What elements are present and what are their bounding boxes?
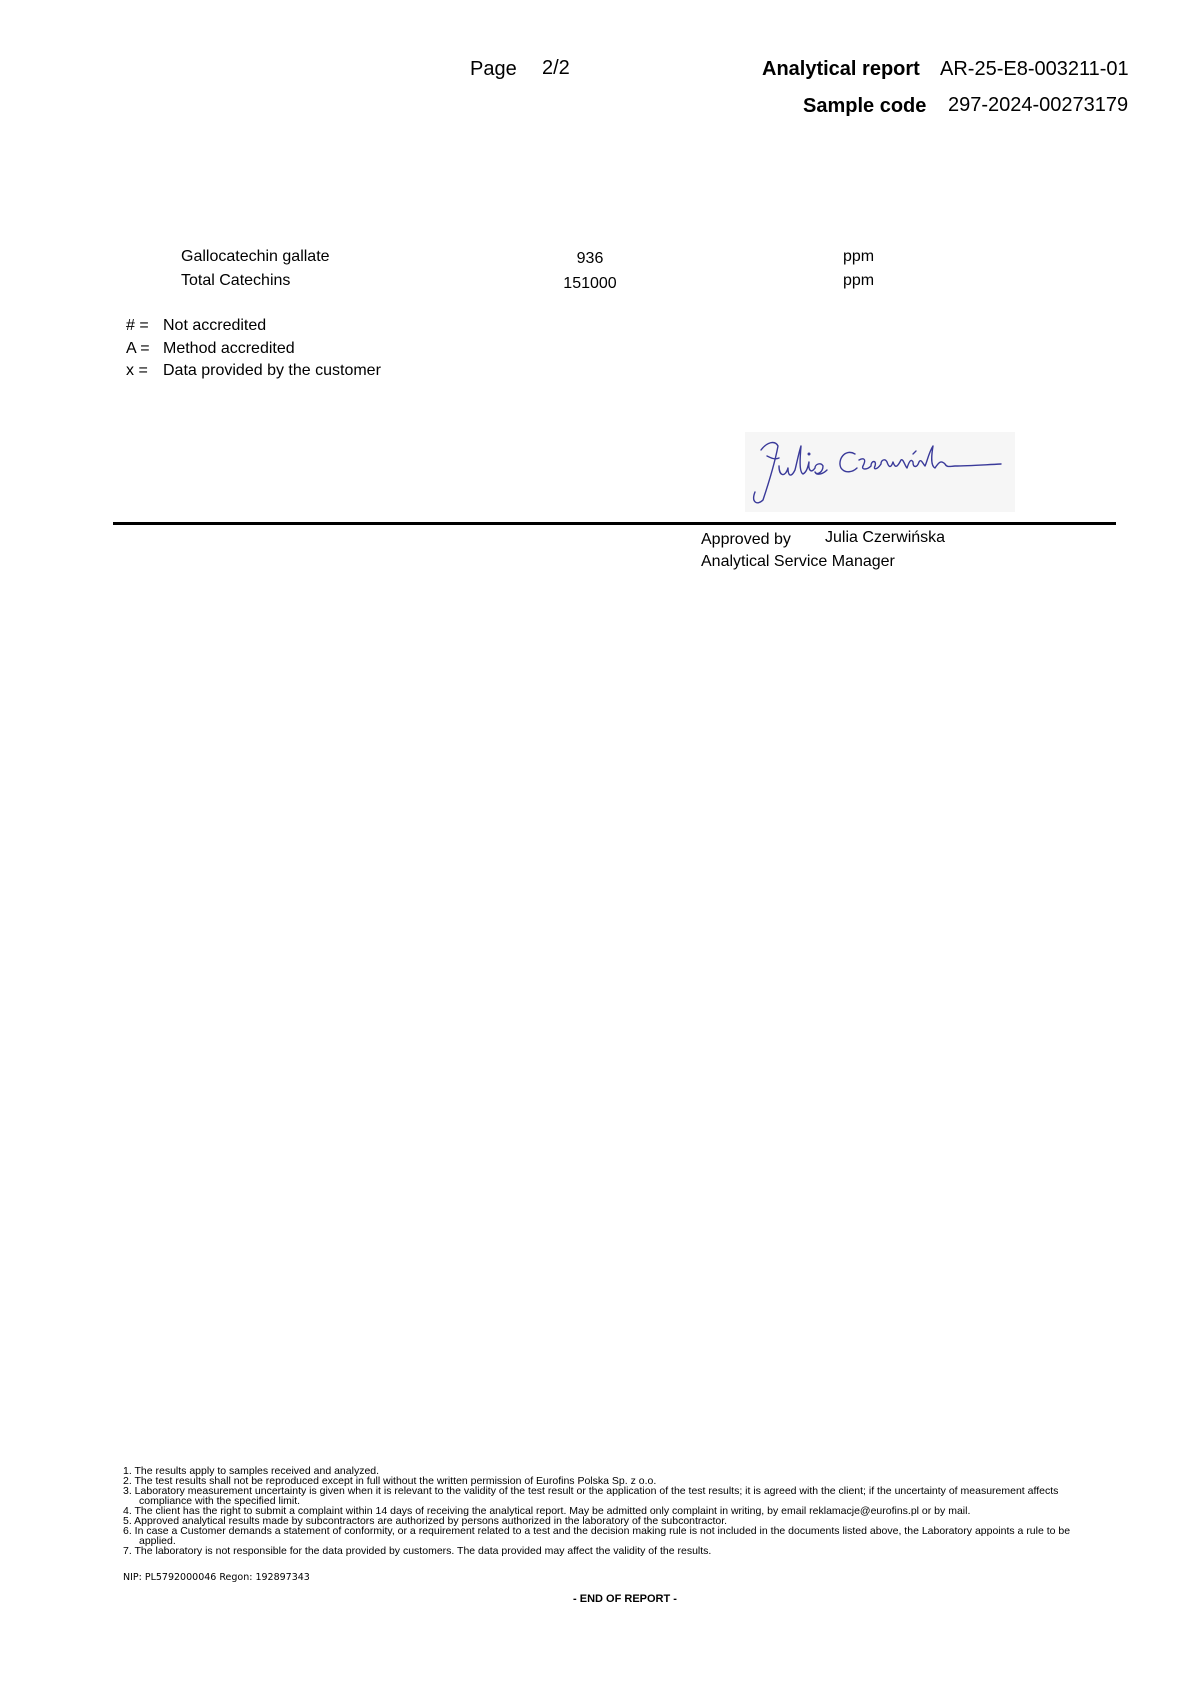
result-value: 151000 xyxy=(563,275,617,292)
approved-by-label: Approved by xyxy=(701,531,791,548)
sample-code-label: Sample code xyxy=(803,95,927,117)
signature-rule xyxy=(113,522,1116,525)
footer-note: 4. The client has the right to submit a complaint within 14 days of receiving the analytical report. May be admitted only complaint in writing, by email reklamacje@eurofins.pl or by mail. xyxy=(123,1505,971,1517)
approver-name: Julia Czerwińska xyxy=(825,529,946,546)
result-name: Total Catechins xyxy=(181,272,291,289)
footer-note: 6. In case a Customer demands a statement of conformity, or a requirement related to a test and the decision making rule is not included in the documents listed above, the Laboratory appoints a rule to be xyxy=(123,1525,1071,1537)
legend-symbol: A = xyxy=(126,340,150,357)
report-label: Analytical report xyxy=(762,58,920,80)
footer-note: 1. The results apply to samples received and analyzed. xyxy=(123,1465,380,1477)
footer-note: 2. The test results shall not be reproduced except in full without the written permission of Eurofins Polska Sp. z o.o. xyxy=(123,1475,657,1487)
report-number: AR-25-E8-003211-01 xyxy=(940,58,1129,80)
legend-description: Data provided by the customer xyxy=(163,362,381,379)
footer-notes xyxy=(123,1466,1123,1556)
result-unit: ppm xyxy=(843,248,875,265)
legend-description: Method accredited xyxy=(163,340,295,357)
footer-note: 3. Laboratory measurement uncertainty is given when it is relevant to the validity of the test result or the application of the test results; it is agreed with the client; if the uncertainty of measurement affects xyxy=(123,1485,1059,1497)
footer-note-continuation: applied. xyxy=(139,1535,176,1547)
approver-role: Analytical Service Manager xyxy=(701,553,895,570)
result-unit: ppm xyxy=(843,272,875,289)
legend-symbol: # = xyxy=(126,317,149,334)
footer-note-continuation: compliance with the specified limit. xyxy=(139,1495,301,1507)
signature-image xyxy=(745,432,1015,512)
sample-code: 297-2024-00273179 xyxy=(948,94,1129,116)
page-label: Page xyxy=(470,58,517,80)
end-of-report: - END OF REPORT - xyxy=(573,1593,677,1605)
footer-note: 7. The laboratory is not responsible for the data provided by customers. The data provided may affect the validity of the results. xyxy=(123,1545,712,1557)
footer-note: 5. Approved analytical results made by subcontractors are authorized by persons authorized in the laboratory of the subcontractor. xyxy=(123,1515,728,1527)
company-registry: NIP: PL5792000046 Regon: 192897343 xyxy=(123,1572,310,1583)
result-name: Gallocatechin gallate xyxy=(181,248,330,265)
result-value: 936 xyxy=(576,250,604,267)
handwritten-signature xyxy=(745,432,1015,512)
legend-description: Not accredited xyxy=(163,317,267,334)
legend-symbol: x = xyxy=(126,362,148,379)
page-number: 2/2 xyxy=(542,57,570,79)
